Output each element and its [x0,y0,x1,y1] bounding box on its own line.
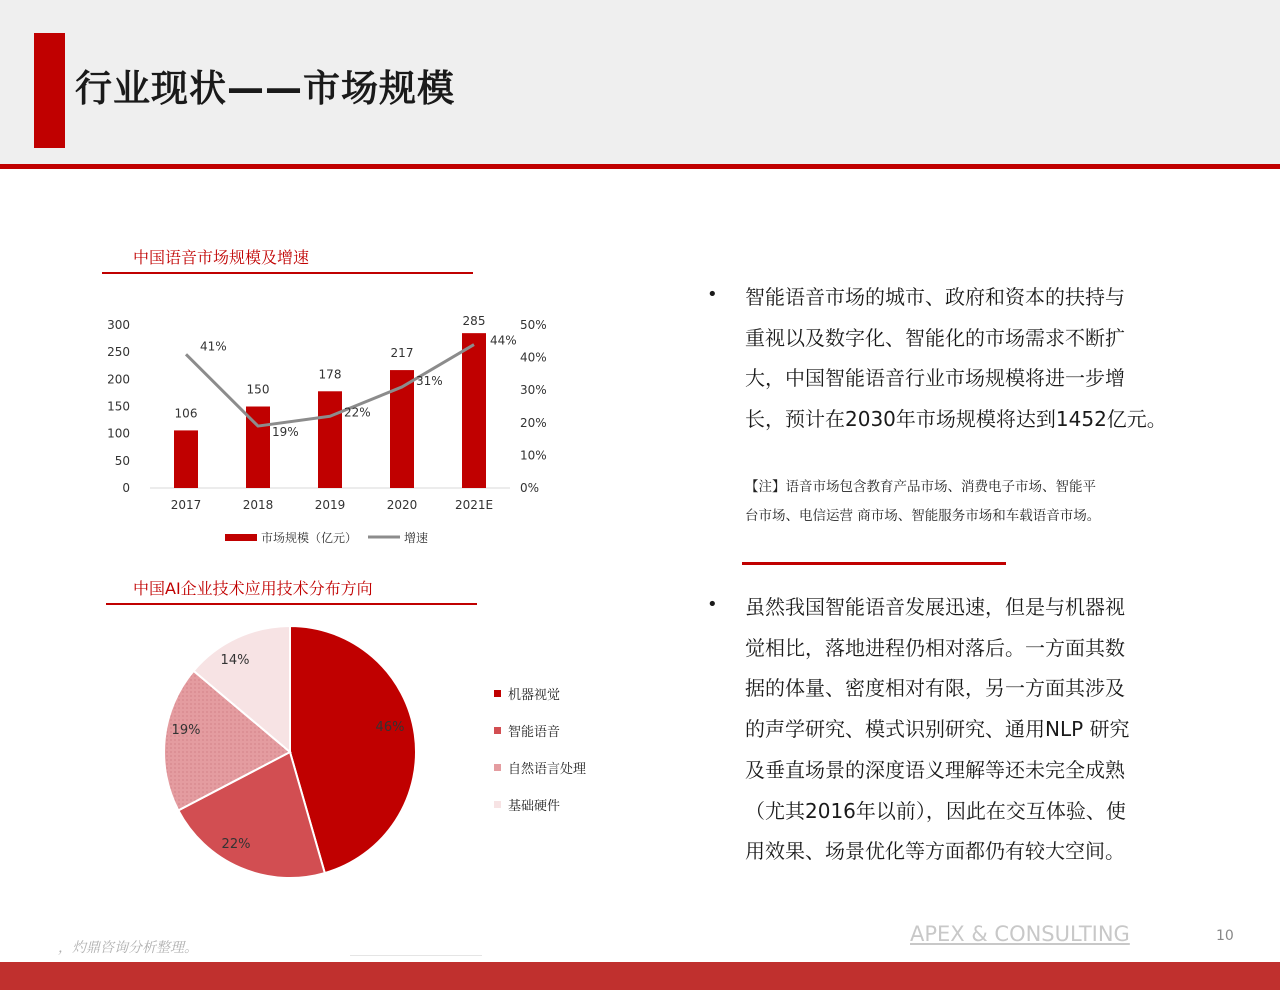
paragraph-2-line: 用效果、场景优化等方面都仍有较大空间。 [745,839,1125,864]
note-line: 【注】语音市场包含教育产品市场、消费电子市场、智能平 [745,479,1096,495]
bar-value-label: 285 [462,314,486,329]
section-divider [742,562,1006,565]
bar-value-label: 106 [174,406,198,421]
paragraph-market-outlook [745,277,1167,440]
bar-value-label: 150 [246,382,270,397]
paragraph-1-line: 长，预计在2030年市场规模将达到1452亿元。 [745,407,1167,432]
x-tick-label: 2021E [454,498,494,512]
pie-value-label: 14% [220,653,250,668]
market-size-combo-chart [100,305,560,555]
pie-legend-swatch [494,801,501,808]
y-right-tick-label: 10% [520,448,547,463]
y-right-tick-label: 20% [520,415,547,430]
y-left-tick-label: 150 [107,399,130,414]
page-number: 10 [1216,928,1234,944]
growth-value-label: 31% [416,373,443,388]
x-tick-label: 2018 [242,498,274,512]
header-accent-bar [34,33,65,148]
pie-legend-label: 自然语言处理 [508,762,587,777]
paragraph-2-line: 的声学研究、模式识别研究、通用NLP 研究 [745,717,1130,742]
y-left-tick-label: 0 [122,481,130,495]
header-divider [0,164,1280,169]
footer-faint-line [350,955,482,956]
paragraph-2-line: 及垂直场景的深度语义理解等还未完全成熟 [745,757,1125,782]
y-right-tick-label: 30% [520,383,547,398]
ai-tech-distribution-pie [150,615,430,890]
y-left-tick-label: 300 [107,318,130,332]
pie-legend-swatch [494,690,501,697]
brand-watermark: APEX & CONSULTING [910,922,1130,946]
pie-legend-label: 基础硬件 [508,799,561,814]
y-left-tick-label: 200 [107,372,130,387]
pie-legend-label: 机器视觉 [508,688,561,703]
page-title: 行业现状——市场规模 [75,67,455,110]
pie-chart-title: 中国AI企业技术应用技术分布方向 [133,579,373,598]
note-line: 台市场、电信运营 商市场、智能服务市场和车载语音市场。 [745,508,1101,524]
paragraph-2-line: 觉相比，落地进程仍相对落后。一方面其数 [745,635,1125,660]
y-right-tick-label: 50% [520,318,547,332]
pie-legend-swatch [494,727,501,734]
pie-legend-label: 智能语音 [508,725,561,740]
legend-label-line: 增速 [404,531,429,545]
y-right-tick-label: 40% [520,350,547,365]
paragraph-1-line: 大，中国智能语音行业市场规模将进一步增 [745,366,1125,391]
bar [318,391,342,488]
pie-value-label: 46% [375,720,405,735]
growth-value-label: 41% [200,339,227,354]
y-left-tick-label: 100 [107,426,130,441]
pie-legend-swatch [494,764,501,771]
paragraph-development-gap [745,587,1130,872]
bar-chart-title-rule [102,272,473,274]
y-right-tick-label: 0% [520,481,540,495]
legend-label-bar: 市场规模（亿元） [261,531,358,545]
footer-bar [0,962,1280,990]
paragraph-2-line: （尤其2016年以前），因此在交互体验、使 [745,798,1126,823]
x-tick-label: 2019 [314,498,346,512]
y-left-tick-label: 250 [107,345,130,360]
source-note: ，灼鼎咨询分析整理。 [58,940,198,956]
bullet-1: • [707,284,718,305]
pie-value-label: 19% [171,723,201,738]
paragraph-2-line: 据的体量、密度相对有限，另一方面其涉及 [745,676,1125,701]
bar-value-label: 178 [318,367,342,382]
x-tick-label: 2020 [386,498,418,512]
growth-value-label: 19% [272,425,299,440]
paragraph-2-line: 虽然我国智能语音发展迅速，但是与机器视 [745,595,1125,619]
pie-chart-title-rule [106,603,477,605]
bar [174,430,198,488]
paragraph-1-line: 重视以及数字化、智能化的市场需求不断扩 [745,325,1125,350]
growth-value-label: 44% [490,333,517,348]
bar-value-label: 217 [390,346,414,361]
x-tick-label: 2017 [170,498,202,512]
note-text [745,473,1185,531]
bullet-2: • [707,594,718,615]
bar-chart-title: 中国语音市场规模及增速 [133,248,310,267]
bar [462,333,486,488]
y-left-tick-label: 50 [114,453,130,468]
paragraph-1-line: 智能语音市场的城市、政府和资本的扶持与 [745,285,1125,309]
growth-value-label: 22% [344,405,371,420]
legend-swatch-bar [225,534,257,541]
pie-value-label: 22% [221,837,251,852]
